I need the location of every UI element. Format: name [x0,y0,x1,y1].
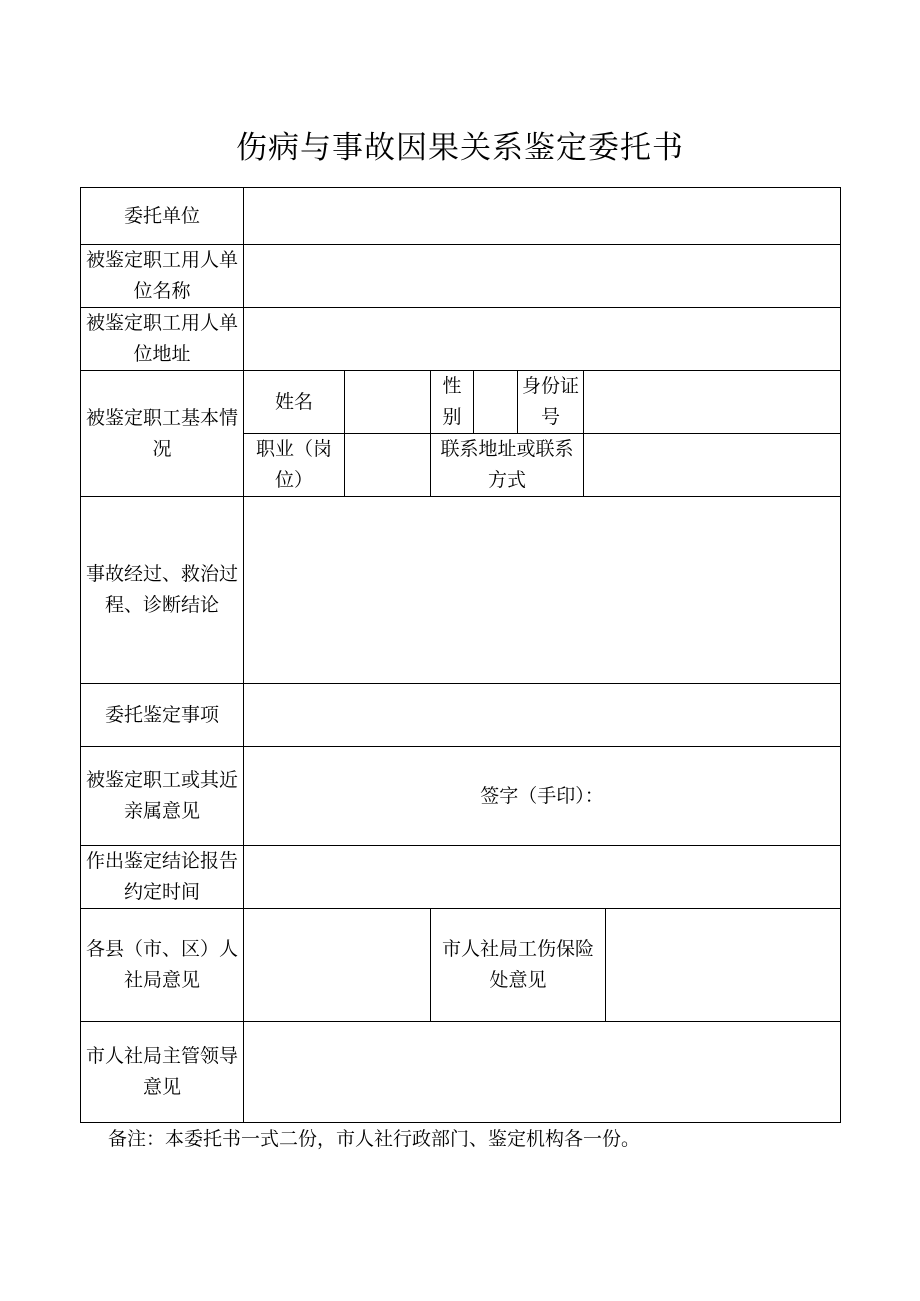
id-label: 身份证号 [518,371,584,434]
employer-address-label: 被鉴定职工用人单位地址 [81,308,244,371]
accident-process-field[interactable] [244,497,841,684]
employer-name-field[interactable] [244,245,841,308]
row-commissioning-unit [81,188,841,245]
row-employer-name [81,245,841,308]
document-title: 伤病与事故因果关系鉴定委托书 [236,130,684,166]
commissioning-unit-label: 委托单位 [81,188,244,245]
contact-label: 联系地址或联系方式 [431,434,584,497]
name-field[interactable] [345,371,431,434]
report-time-label: 作出鉴定结论报告约定时间 [81,846,244,909]
insurance-dept-opinion-field[interactable] [606,909,841,1022]
insurance-dept-opinion-label: 市人社局工伤保险处意见 [431,909,606,1022]
employee-opinion-label: 被鉴定职工或其近亲属意见 [81,747,244,846]
row-accident-process [81,497,841,684]
occupation-label: 职业（岗位） [244,434,345,497]
gender-field[interactable] [474,371,518,434]
row-leader-opinion [81,1022,841,1123]
basic-info-label: 被鉴定职工基本情况 [81,371,244,497]
occupation-field[interactable] [345,434,431,497]
row-basic-info-1 [81,371,841,434]
commission-items-field[interactable] [244,684,841,747]
commission-form-table [80,187,841,1123]
row-opinions [81,909,841,1022]
commissioning-unit-field[interactable] [244,188,841,245]
row-commission-items [81,684,841,747]
row-report-time [81,846,841,909]
footnote: 备注：本委托书一式二份，市人社行政部门、鉴定机构各一份。 [108,1128,641,1150]
employer-name-label: 被鉴定职工用人单位名称 [81,245,244,308]
leader-opinion-field[interactable] [244,1022,841,1123]
accident-process-label: 事故经过、救治过程、诊断结论 [81,497,244,684]
county-opinion-field[interactable] [244,909,431,1022]
county-opinion-label: 各县（市、区）人社局意见 [81,909,244,1022]
gender-label: 性别 [431,371,474,434]
employer-address-field[interactable] [244,308,841,371]
commission-items-label: 委托鉴定事项 [81,684,244,747]
employee-opinion-field[interactable] [244,747,841,846]
name-label: 姓名 [244,371,345,434]
row-employee-opinion [81,747,841,846]
id-field[interactable] [584,371,841,434]
contact-field[interactable] [584,434,841,497]
signature-label: 签字（手印）： [480,784,604,807]
report-time-field[interactable] [244,846,841,909]
row-employer-address [81,308,841,371]
leader-opinion-label: 市人社局主管领导意见 [81,1022,244,1123]
